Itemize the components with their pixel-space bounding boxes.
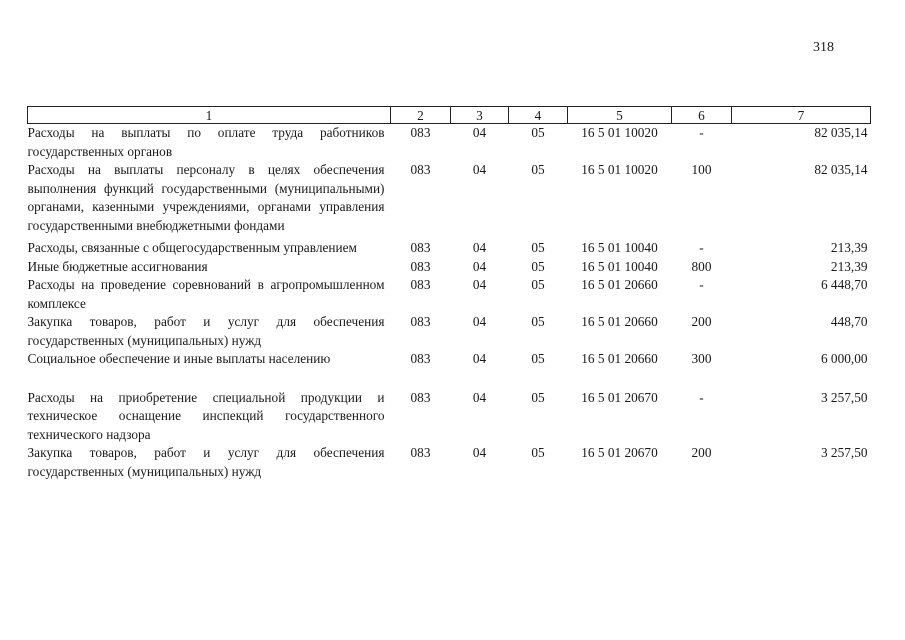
row-description: Расходы на выплаты по оплате труда работников государственных органов (27, 125, 385, 159)
row-section-code: 04 (472, 445, 487, 460)
row-expense-type: - (699, 389, 704, 405)
row-ministry-code: 083 (410, 389, 431, 405)
row-expense-type: 300 (691, 351, 712, 366)
row-section-code: 04 (472, 389, 487, 405)
row-expense-type: 800 (691, 258, 712, 274)
row-expense-type: 200 (691, 445, 712, 460)
row-ministry-code: 083 (410, 125, 431, 140)
row-ministry-code: 083 (410, 162, 431, 177)
row-amount: 213,39 (830, 258, 868, 274)
row-expense-type: 100 (691, 162, 712, 177)
row-amount: 3 257,50 (820, 445, 868, 460)
budget-table (27, 106, 871, 481)
header-row (28, 107, 871, 124)
row-section-code: 04 (472, 125, 487, 140)
row-target-article: 16 5 01 20660 (581, 277, 658, 292)
row-target-article: 16 5 01 20670 (581, 445, 658, 460)
row-target-article: 16 5 01 20660 (581, 351, 658, 366)
row-subsection-code: 05 (531, 351, 545, 366)
row-amount: 82 035,14 (814, 125, 868, 140)
row-target-article: 16 5 01 10020 (581, 125, 658, 140)
row-target-article: 16 5 01 20660 (581, 314, 658, 329)
row-target-article: 16 5 01 10020 (581, 162, 658, 177)
row-section-code: 04 (472, 351, 487, 366)
table-row (28, 444, 871, 481)
row-description: Социальное обеспечение и иные выплаты населению (27, 351, 331, 366)
row-subsection-code: 05 (531, 389, 545, 405)
row-amount: 213,39 (830, 240, 868, 255)
row-amount: 448,70 (830, 314, 868, 329)
row-target-article: 16 5 01 10040 (581, 240, 658, 255)
header-col-1: 1 (28, 107, 391, 124)
row-description: Закупка товаров, работ и услуг для обеспечения государственных (муниципальных) нужд (27, 445, 385, 479)
row-amount: 6 000,00 (820, 351, 868, 366)
row-target-article: 16 5 01 20670 (581, 389, 658, 405)
table-row (28, 258, 871, 277)
header-col-2: 2 (391, 107, 451, 124)
row-subsection-code: 05 (531, 240, 545, 255)
table-row (28, 161, 871, 239)
row-section-code: 04 (472, 162, 487, 177)
table-row (28, 389, 871, 445)
table-row (28, 124, 871, 162)
header-col-7: 7 (732, 107, 871, 124)
row-ministry-code: 083 (410, 314, 431, 329)
row-section-code: 04 (472, 258, 487, 274)
row-subsection-code: 05 (531, 445, 545, 460)
row-description: Расходы на выплаты персоналу в целях обеспечения выполнения функций государственными (муниципальными) органами, казенными учреждениями, органами управления государственными внебюджетными фондами (27, 162, 385, 233)
row-subsection-code: 05 (531, 258, 545, 274)
row-ministry-code: 083 (410, 351, 431, 366)
row-subsection-code: 05 (531, 277, 545, 292)
table-row (28, 313, 871, 350)
row-section-code: 04 (472, 240, 487, 255)
row-description: Расходы на проведение соревнований в агропромышленном комплексе (27, 277, 385, 311)
row-section-code: 04 (472, 314, 487, 329)
table-row (28, 276, 871, 313)
row-section-code: 04 (472, 277, 487, 292)
row-ministry-code: 083 (410, 240, 431, 255)
row-description: Закупка товаров, работ и услуг для обеспечения государственных (муниципальных) нужд (27, 314, 385, 348)
row-expense-type: - (699, 277, 704, 292)
row-subsection-code: 05 (531, 162, 545, 177)
header-col-6: 6 (672, 107, 732, 124)
header-col-4: 4 (509, 107, 568, 124)
row-expense-type: 200 (691, 314, 712, 329)
table-row (28, 239, 871, 258)
row-description: Иные бюджетные ассигнования (27, 258, 208, 274)
row-target-article: 16 5 01 10040 (581, 258, 658, 274)
row-amount: 3 257,50 (820, 389, 868, 405)
header-col-3: 3 (451, 107, 509, 124)
table-row (28, 350, 871, 389)
row-ministry-code: 083 (410, 445, 431, 460)
header-col-5: 5 (568, 107, 672, 124)
row-ministry-code: 083 (410, 258, 431, 274)
row-expense-type: - (699, 125, 704, 140)
row-description: Расходы, связанные с общегосударственным управлением (27, 240, 357, 255)
row-amount: 6 448,70 (820, 277, 868, 292)
page-number: 318 (813, 40, 834, 55)
row-expense-type: - (699, 240, 704, 255)
row-subsection-code: 05 (531, 125, 545, 140)
row-subsection-code: 05 (531, 314, 545, 329)
row-description: Расходы на приобретение специальной продукции и техническое оснащение инспекций государственного технического надзора (27, 389, 385, 442)
row-amount: 82 035,14 (814, 162, 868, 177)
row-ministry-code: 083 (410, 277, 431, 292)
